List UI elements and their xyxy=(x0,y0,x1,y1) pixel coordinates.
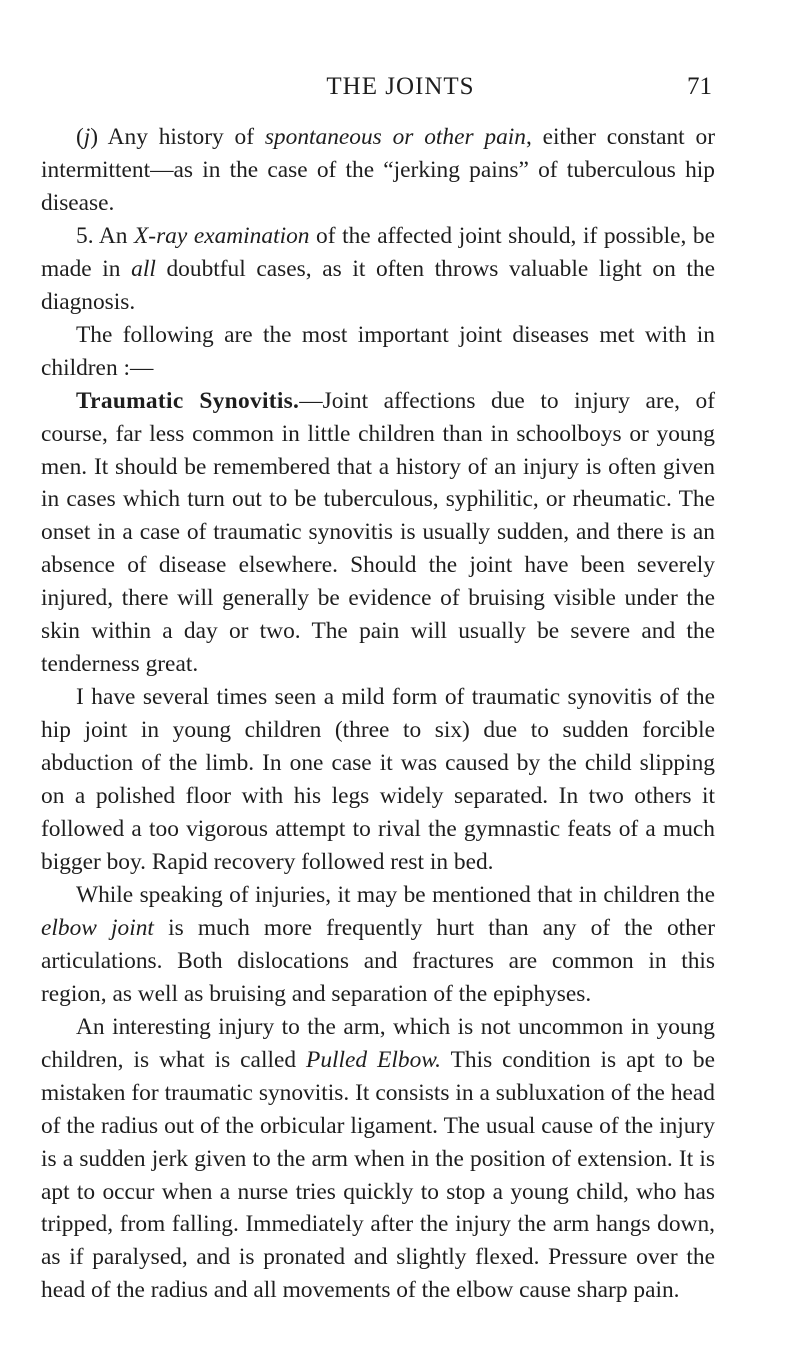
paragraph-elbow-injuries xyxy=(41,879,715,1011)
text-run: is much more frequently hurt than any of the other articulations. Both dislocations and fractures are common in this region, as well as bruising and separation of the epiphyses. xyxy=(41,914,716,1007)
text-run: 5. An xyxy=(76,222,134,249)
text-run: ( xyxy=(76,124,84,150)
page-number: 71 xyxy=(687,73,712,100)
body-text xyxy=(41,121,715,1307)
paragraph-traumatic-synovitis xyxy=(41,385,715,682)
text-run: —Joint affections due to injury are, of course, far less common in little children than in schoolboys or young men. It should be remembered that a history of an injury is often given in cases which turn out to be tuberculous, syphilitic, or rheumatic. The onset in a case of traumatic synovitis is usually sudden, and there is an absence of disease elsewhere. Should the joint have been severely injured, there will generally be evidence of bruising visible under the skin within a day or two. The pain will usually be severe and the tenderness great. xyxy=(41,387,716,678)
paragraph-x-ray xyxy=(41,220,715,319)
running-title: THE JOINTS xyxy=(326,73,475,100)
emphasis-elbow-joint: elbow joint xyxy=(41,914,154,941)
emphasis-spontaneous-pain: spontaneous or other pain xyxy=(264,124,526,150)
page-header xyxy=(0,70,801,104)
text-run: doubtful cases, as it often throws valuable light on the diagnosis. xyxy=(41,255,715,315)
paragraph-pain-history xyxy=(41,121,715,220)
text-run: This condition is apt to be mistaken for traumatic synovitis. It consists in a subluxation of the head of the radius out of the orbicular ligament. The usual cause of the injury is a sudden jerk given to the arm when in the position of extension. It is apt to occur when a nurse tries quickly to stop a young child, who has tripped, from falling. Immediately after the injury the arm hangs down, as if paralysed, and is pronated and slightly flexed. Pressure over the head of the radius and all movements of the elbow cause sharp pain. xyxy=(41,1046,716,1304)
paragraph-hip-synovitis xyxy=(41,681,715,879)
text-run: , either constant or intermittent—as in the case of the “jerking pains” of tuberculous hip disease. xyxy=(41,124,715,216)
text-run: The following are the most important joint diseases met with in children :— xyxy=(41,321,715,381)
paragraph-intro-diseases xyxy=(41,319,715,385)
paragraph-pulled-elbow xyxy=(41,1011,715,1308)
text-run: I have several times seen a mild form of traumatic synovitis of the hip joint in young children (three to six) due to sudden forcible abduction of the limb. In one case it was caused by the child slipping on a polished floor with his legs widely separated. In two others it followed a too vigorous attempt to rival the gymnastic feats of a much bigger boy. Rapid recovery followed rest in bed. xyxy=(41,684,715,875)
text-run: ) Any history of xyxy=(90,124,265,150)
emphasis-pulled-elbow: Pulled Elbow. xyxy=(306,1046,441,1073)
section-heading: Traumatic Synovitis. xyxy=(76,387,300,414)
emphasis-all: all xyxy=(131,255,156,282)
item-letter: j xyxy=(83,124,91,150)
text-run: While speaking of injuries, it may be mentioned that in children the xyxy=(76,881,715,908)
emphasis-x-ray-examination: X-ray examination xyxy=(134,222,310,249)
text-run: of the affected joint should, if possible, be made in xyxy=(41,222,715,282)
text-run: An interesting injury to the arm, which is not uncommon in young children, is what is called xyxy=(41,1013,715,1073)
